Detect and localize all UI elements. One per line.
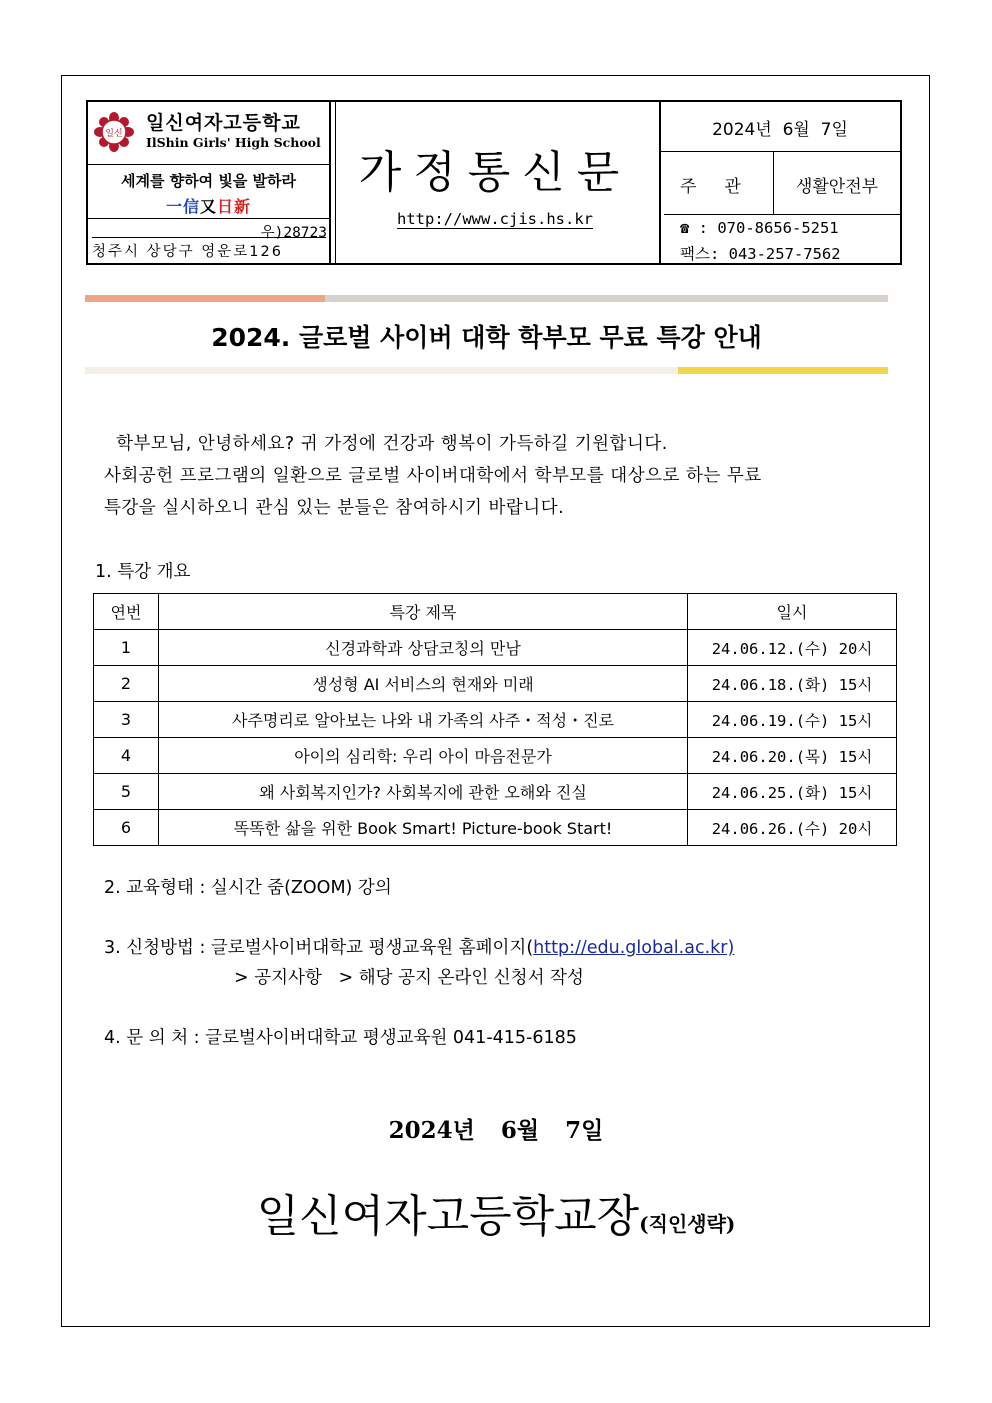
table-row bbox=[94, 630, 897, 666]
lecture-table bbox=[93, 593, 897, 846]
motto-hanja-3: 日新 bbox=[217, 197, 252, 216]
header-datetime: 일시 bbox=[688, 594, 897, 630]
cell-no: 3 bbox=[94, 702, 159, 738]
header-title: 특강 제목 bbox=[159, 594, 688, 630]
cell-no: 5 bbox=[94, 774, 159, 810]
table-row bbox=[94, 774, 897, 810]
contact-box bbox=[664, 215, 900, 263]
school-box bbox=[88, 102, 330, 165]
logo-text: 일신 bbox=[105, 129, 123, 139]
application-method bbox=[104, 934, 734, 959]
title-bar-top bbox=[85, 295, 888, 302]
cell-datetime: 24.06.20.(목) 15시 bbox=[688, 738, 897, 774]
intro-paragraph bbox=[104, 428, 874, 524]
table-header-row bbox=[94, 594, 897, 630]
date-box bbox=[660, 102, 900, 152]
school-motto: 세계를 향하여 빛을 발하라 bbox=[120, 172, 297, 190]
cell-no: 1 bbox=[94, 630, 159, 666]
cell-title: 아이의 심리학: 우리 아이 마음전문가 bbox=[159, 738, 688, 774]
letterhead bbox=[86, 100, 902, 265]
organizer-label-cell bbox=[664, 152, 774, 215]
cell-datetime: 24.06.25.(화) 15시 bbox=[688, 774, 897, 810]
cell-datetime: 24.06.19.(수) 15시 bbox=[688, 702, 897, 738]
school-name-en: IlShin Girls' High School bbox=[146, 135, 321, 150]
school-name-kr: 일신여자고등학교 bbox=[146, 112, 301, 134]
organizer-value: 생활안전부 bbox=[795, 177, 879, 197]
cell-no: 2 bbox=[94, 666, 159, 702]
school-logo-icon bbox=[94, 112, 134, 152]
fax-number: 팩스: 043-257-7562 bbox=[680, 245, 841, 263]
section-heading-overview: 1. 특강 개요 bbox=[95, 562, 191, 582]
cell-datetime: 24.06.26.(수) 20시 bbox=[688, 810, 897, 846]
seal-omitted-note: (직인생략) bbox=[639, 1212, 736, 1236]
table-row bbox=[94, 666, 897, 702]
application-steps: > 공지사항 > 해당 공지 온라인 신청서 작성 bbox=[234, 968, 584, 988]
address-box bbox=[88, 219, 330, 263]
issue-date: 2024년 6월 7일 bbox=[712, 120, 848, 140]
motto-box bbox=[88, 165, 330, 219]
zip-code: 우)28723 bbox=[260, 225, 327, 241]
principal-signature bbox=[0, 1180, 992, 1244]
document-title: 2024. 글로벌 사이버 대학 학부모 무료 특강 안내 bbox=[211, 323, 762, 352]
table-row bbox=[94, 738, 897, 774]
cell-no: 6 bbox=[94, 810, 159, 846]
cell-title: 신경과학과 상담코칭의 만남 bbox=[159, 630, 688, 666]
table-row bbox=[94, 810, 897, 846]
application-label: 3. 신청방법 : 글로벌사이버대학교 평생교육원 홈페이지( bbox=[104, 938, 534, 958]
school-url-link[interactable]: http://www.cjis.hs.kr bbox=[397, 210, 593, 228]
title-bar-bottom bbox=[85, 367, 888, 374]
intro-line: 학부모님, 안녕하세요? 귀 가정에 건강과 행복이 가득하길 기원합니다. bbox=[104, 434, 668, 454]
cell-title: 사주명리로 알아보는 나와 내 가족의 사주・적성・진로 bbox=[159, 702, 688, 738]
intro-line: 사회공헌 프로그램의 일환으로 글로벌 사이버대학에서 학부모를 대상으로 하는 무료 bbox=[104, 466, 762, 486]
intro-line: 특강을 실시하오니 관심 있는 분들은 참여하시기 바랍니다. bbox=[104, 498, 565, 518]
signature-date: 2024년 6월 7일 bbox=[388, 1117, 604, 1144]
motto-hanja-1: 一信 bbox=[165, 197, 200, 216]
contact-info: 4. 문 의 처 : 글로벌사이버대학교 평생교육원 041-415-6185 bbox=[104, 1028, 577, 1048]
header-no: 연번 bbox=[94, 594, 159, 630]
motto-hanja-2: 又 bbox=[199, 197, 217, 216]
application-link[interactable]: http://edu.global.ac.kr) bbox=[533, 938, 735, 958]
school-address: 청주시 상당구 영운로126 bbox=[92, 237, 326, 261]
cell-title: 똑똑한 삶을 위한 Book Smart! Picture-book Start! bbox=[159, 810, 688, 846]
cell-title: 왜 사회복지인가? 사회복지에 관한 오해와 진실 bbox=[159, 774, 688, 810]
newsletter-title: 가정통신문 bbox=[358, 147, 632, 198]
phone-number: ☎ : 070-8656-5251 bbox=[680, 219, 839, 237]
cell-datetime: 24.06.18.(화) 15시 bbox=[688, 666, 897, 702]
title-box bbox=[330, 102, 660, 263]
organizer-value-cell bbox=[774, 152, 900, 215]
school-motto-hanja bbox=[88, 194, 329, 217]
principal-name: 일신여자고등학교장 bbox=[256, 1191, 640, 1242]
cell-datetime: 24.06.12.(수) 20시 bbox=[688, 630, 897, 666]
cell-title: 생성형 AI 서비스의 현재와 미래 bbox=[159, 666, 688, 702]
organizer-label: 주관 bbox=[680, 177, 769, 197]
cell-no: 4 bbox=[94, 738, 159, 774]
education-format: 2. 교육형태 : 실시간 줌(ZOOM) 강의 bbox=[104, 878, 392, 898]
table-row bbox=[94, 702, 897, 738]
